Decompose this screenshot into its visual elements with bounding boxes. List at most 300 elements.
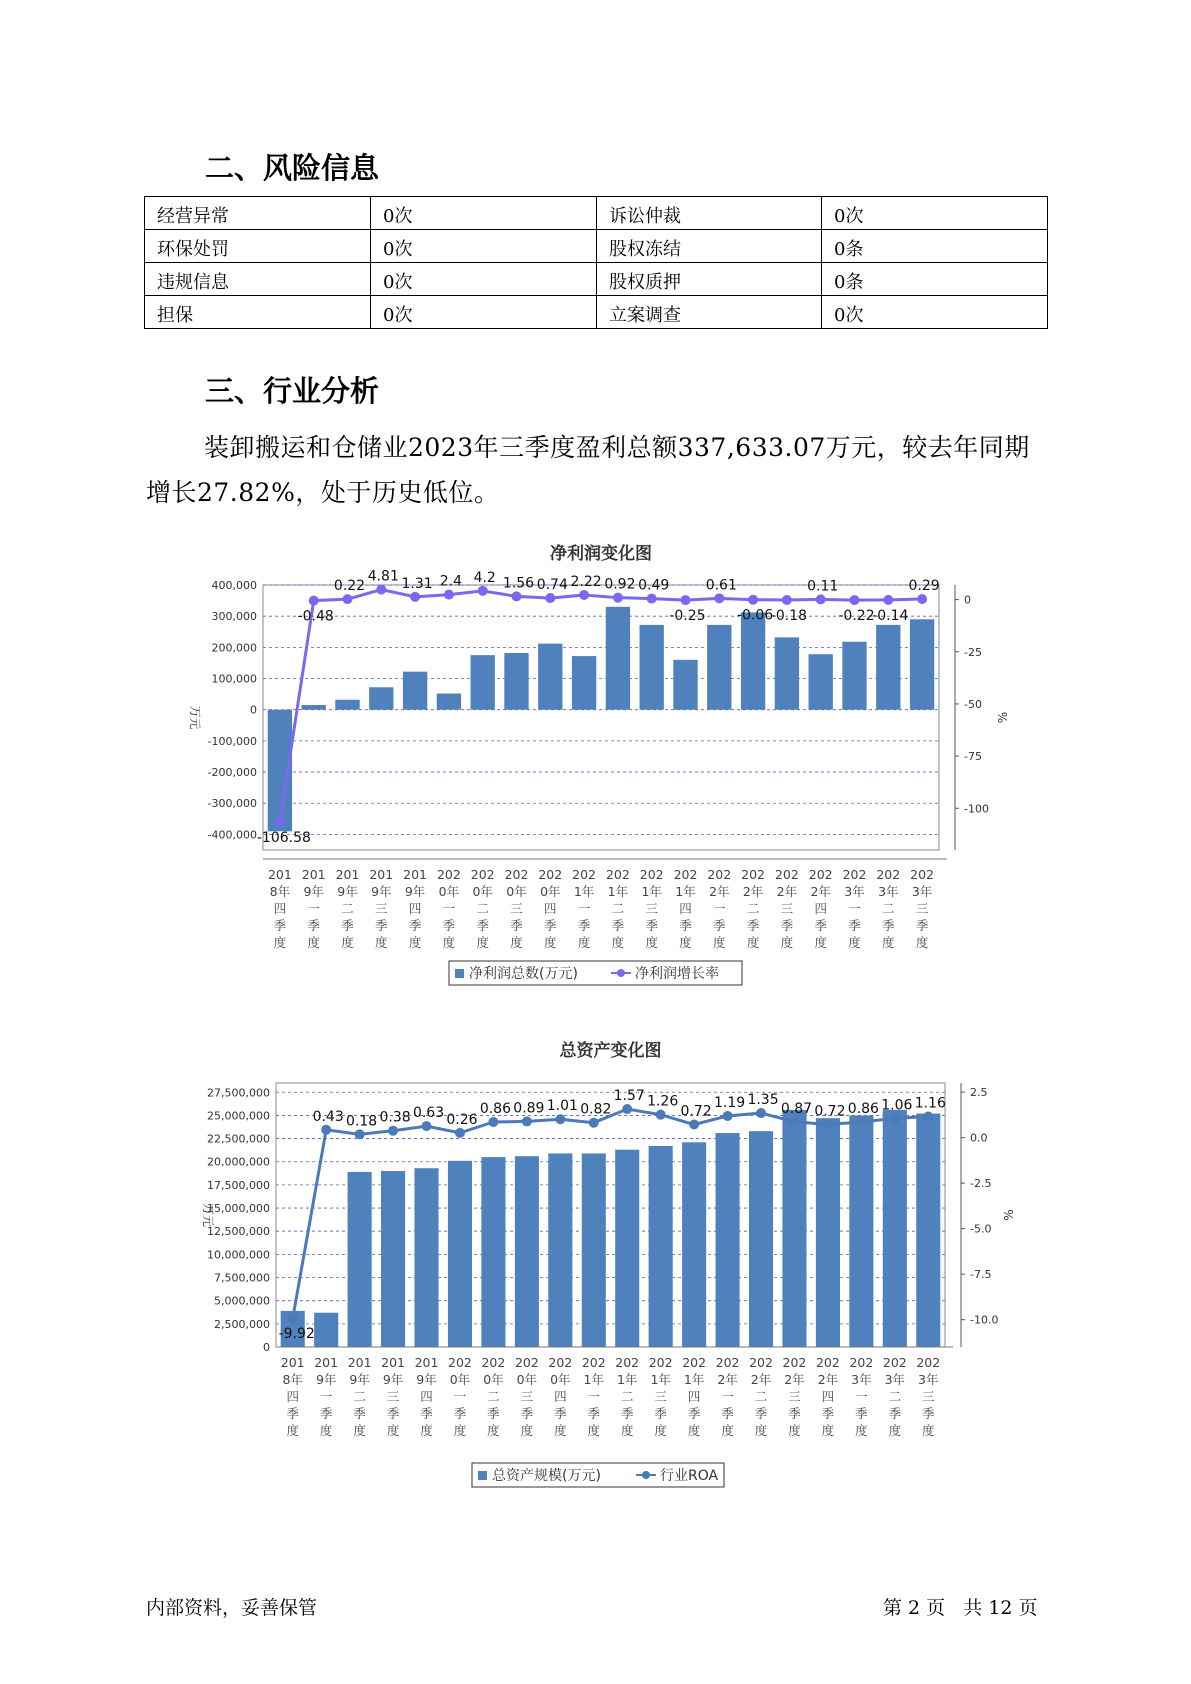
x-tick-label (515, 1355, 539, 1438)
x-tick-text: 三 (654, 1389, 667, 1404)
x-tick-text: 1年 (583, 1372, 605, 1387)
bar (471, 655, 495, 710)
x-tick-text: 度 (341, 935, 354, 950)
x-tick-text: 202 (910, 867, 935, 882)
x-tick-text: 202 (504, 867, 529, 882)
x-tick-text: 201 (347, 1355, 372, 1370)
data-label: 0.11 (807, 578, 839, 595)
x-tick-text: 度 (476, 935, 489, 950)
bar (606, 607, 630, 710)
x-tick-text: 9年 (371, 884, 392, 899)
data-label: -0.06 (736, 607, 774, 624)
x-tick-text: 0年 (449, 1372, 471, 1387)
x-tick-text: 3年 (884, 1372, 906, 1387)
x-tick-text: 季 (721, 1406, 734, 1421)
bar (849, 1115, 873, 1347)
x-tick-label (348, 1355, 372, 1438)
x-tick-text: 季 (520, 1406, 534, 1421)
x-tick-text: 一 (855, 1389, 868, 1404)
x-tick-text: 度 (453, 1423, 467, 1438)
total-assets-chart (0, 1038, 1191, 1518)
bar (876, 625, 900, 710)
x-tick-text: 季 (442, 918, 456, 933)
data-label: 0.72 (814, 1103, 846, 1120)
x-tick-text: 季 (408, 918, 422, 933)
risk-value-cell: 0次 (822, 296, 1048, 329)
x-tick-text: 度 (577, 935, 591, 950)
data-label: 0.22 (333, 578, 366, 595)
bar (481, 1157, 505, 1347)
x-tick-text: 二 (882, 901, 895, 916)
table-row (145, 263, 1048, 296)
risk-label-cell: 担保 (145, 296, 371, 329)
x-tick-text: 9年 (416, 1372, 437, 1387)
y-tick-label: 25,000,000 (207, 1109, 270, 1123)
bar (615, 1150, 639, 1347)
x-tick-text: 202 (673, 867, 698, 882)
data-label: 0.26 (446, 1111, 478, 1128)
bar (548, 1153, 572, 1347)
data-label: 0.43 (312, 1108, 344, 1125)
legend-label: 净利润总数(万元) (469, 966, 578, 982)
x-tick-text: 202 (849, 1355, 874, 1370)
y2-axis-label: % (996, 711, 1010, 724)
x-tick-text: 二 (487, 1389, 500, 1404)
legend-swatch-bar (455, 969, 464, 978)
x-tick-text: 度 (554, 1423, 567, 1438)
x-tick-text: 季 (814, 918, 827, 933)
x-tick-text: 三 (788, 1389, 801, 1404)
x-tick-label (716, 1355, 740, 1438)
x-tick-text: 季 (620, 1406, 634, 1421)
x-tick-text: 度 (780, 935, 794, 950)
y2-tick-label: -25 (964, 645, 982, 659)
line-point (714, 593, 724, 603)
x-tick-text: 一 (721, 1389, 734, 1404)
x-tick-text: 202 (882, 1355, 907, 1370)
x-tick-text: 202 (741, 867, 766, 882)
x-tick-text: 度 (510, 935, 523, 950)
x-tick-label (682, 1355, 706, 1438)
x-tick-text: 一 (848, 901, 861, 916)
y-tick-label: 100,000 (211, 672, 257, 686)
x-tick-text: 四 (687, 1389, 701, 1404)
x-tick-text: 季 (420, 1406, 433, 1421)
x-tick-text: 1年 (641, 884, 662, 899)
y-tick-label: 2,500,000 (214, 1317, 270, 1331)
x-tick-label (381, 1355, 405, 1438)
x-tick-text: 201 (314, 1355, 339, 1370)
x-tick-text: 0年 (516, 1372, 538, 1387)
x-tick-text: 一 (453, 1389, 467, 1404)
line-point (689, 1120, 699, 1130)
x-tick-text: 季 (821, 1406, 835, 1421)
x-tick-text: 四 (554, 1389, 567, 1404)
x-tick-text: 3年 (911, 884, 933, 899)
x-tick-text: 2年 (742, 884, 764, 899)
x-tick-text: 季 (487, 1406, 500, 1421)
x-tick-text: 0年 (506, 884, 527, 899)
x-tick-text: 度 (273, 935, 287, 950)
x-tick-text: 四 (544, 901, 557, 916)
x-tick-text: 度 (855, 1423, 868, 1438)
legend-swatch-bar (478, 1471, 487, 1480)
x-tick-text: 度 (544, 935, 557, 950)
x-tick-text: 度 (420, 1423, 433, 1438)
x-tick-label (809, 867, 833, 950)
plot-area (263, 585, 939, 850)
x-tick-label (268, 867, 292, 950)
x-tick-text: 季 (687, 1406, 701, 1421)
x-tick-text: 三 (510, 901, 523, 916)
risk-label-cell: 违规信息 (145, 263, 371, 296)
line-point (622, 1104, 632, 1114)
line-point (376, 585, 386, 595)
x-tick-text: 季 (386, 1406, 400, 1421)
x-tick-text: 2年 (784, 1372, 805, 1387)
bar (682, 1142, 706, 1347)
x-tick-label (640, 867, 664, 950)
x-tick-label (314, 1355, 338, 1438)
legend-swatch-dot (617, 969, 625, 977)
y-tick-label: 10,000,000 (207, 1248, 270, 1262)
x-tick-text: 202 (876, 867, 901, 882)
x-tick-text: 四 (821, 1389, 835, 1404)
line-point (444, 590, 454, 600)
x-tick-text: 度 (408, 935, 422, 950)
bar (842, 642, 866, 710)
line-point (647, 594, 657, 604)
line-point (589, 1118, 599, 1128)
x-tick-text: 9年 (315, 1372, 337, 1387)
x-tick-label (481, 1355, 505, 1438)
x-tick-text: 202 (436, 867, 461, 882)
line-point (478, 586, 488, 596)
data-label: 1.31 (401, 575, 433, 592)
y2-tick-label: 0 (964, 593, 971, 607)
x-tick-text: 202 (514, 1355, 539, 1370)
y-tick-label: 200,000 (211, 641, 257, 655)
data-label: 0.38 (379, 1109, 411, 1126)
x-tick-label (281, 1355, 305, 1438)
x-tick-text: 3年 (918, 1372, 939, 1387)
x-tick-text: 三 (780, 901, 794, 916)
line-point (883, 595, 893, 605)
x-tick-text: 度 (520, 1423, 534, 1438)
x-tick-text: 201 (280, 1355, 305, 1370)
x-tick-text: 季 (788, 1406, 801, 1421)
chart-title: 总资产变化图 (559, 1041, 662, 1061)
data-label: 0.82 (580, 1101, 612, 1118)
line-point (455, 1128, 465, 1138)
data-label: -0.14 (872, 607, 909, 624)
x-tick-text: 度 (713, 935, 726, 950)
x-tick-text: 度 (721, 1423, 734, 1438)
bar (707, 625, 731, 710)
x-tick-text: 季 (341, 918, 354, 933)
x-tick-text: 度 (487, 1423, 500, 1438)
data-label: 0.74 (536, 577, 568, 594)
line-point (789, 1117, 799, 1127)
x-tick-text: 季 (679, 918, 692, 933)
data-label: 0.61 (705, 577, 737, 594)
x-tick-text: 二 (611, 901, 625, 916)
x-tick-text: 度 (286, 1423, 299, 1438)
x-tick-text: 季 (587, 1406, 601, 1421)
bar (582, 1153, 606, 1347)
x-tick-text: 2年 (750, 1372, 772, 1387)
x-tick-label (674, 867, 698, 950)
risk-label-cell: 环保处罚 (145, 230, 371, 263)
line-point (522, 1116, 532, 1126)
bar (414, 1168, 438, 1347)
x-tick-text: 8年 (269, 884, 291, 899)
x-tick-text: 二 (476, 901, 489, 916)
legend-label: 净利润增长率 (635, 966, 719, 982)
x-tick-label (876, 867, 900, 950)
x-tick-text: 季 (882, 918, 895, 933)
x-tick-label (437, 867, 461, 950)
bar (437, 693, 461, 709)
data-label: -0.22 (838, 608, 875, 625)
data-label: -106.58 (256, 829, 311, 846)
line-point (343, 594, 353, 604)
x-tick-text: 度 (645, 935, 658, 950)
x-tick-text: 9年 (349, 1372, 370, 1387)
x-tick-text: 202 (538, 867, 563, 882)
risk-table (144, 196, 1048, 329)
x-tick-label (849, 1355, 873, 1438)
data-label: 1.57 (613, 1088, 645, 1105)
y-tick-label: -200,000 (207, 766, 257, 780)
x-tick-text: 四 (408, 901, 422, 916)
x-tick-text: 季 (915, 918, 929, 933)
x-tick-text: 度 (307, 935, 320, 950)
legend (449, 961, 742, 985)
x-tick-label (369, 867, 393, 950)
risk-label-cell: 股权质押 (597, 263, 822, 296)
risk-value-cell: 0次 (371, 263, 597, 296)
x-tick-text: 1年 (675, 884, 696, 899)
x-tick-text: 四 (286, 1389, 299, 1404)
x-tick-text: 度 (353, 1423, 366, 1438)
table-row (145, 230, 1048, 263)
bar (775, 637, 799, 709)
x-tick-label (916, 1355, 940, 1438)
x-tick-text: 一 (307, 901, 320, 916)
x-tick-text: 202 (916, 1355, 941, 1370)
x-tick-text: 2年 (810, 884, 831, 899)
x-tick-label (615, 1355, 639, 1438)
x-tick-text: 度 (915, 935, 929, 950)
line-point (309, 596, 319, 606)
y-tick-label: 27,500,000 (207, 1086, 270, 1100)
data-label: 2.22 (570, 573, 602, 590)
y2-tick-label: -7.5 (970, 1268, 992, 1282)
x-tick-text: 一 (319, 1389, 333, 1404)
x-tick-text: 0年 (483, 1372, 504, 1387)
x-tick-text: 202 (808, 867, 833, 882)
x-tick-text: 202 (648, 1355, 673, 1370)
x-tick-text: 202 (581, 1355, 606, 1370)
x-tick-text: 201 (414, 1355, 439, 1370)
x-tick-text: 季 (453, 1406, 467, 1421)
line-point (816, 594, 826, 604)
data-label: 0.63 (412, 1105, 445, 1122)
x-tick-text: 四 (273, 901, 287, 916)
x-tick-text: 度 (821, 1423, 835, 1438)
line-point (422, 1121, 432, 1131)
x-tick-text: 季 (375, 918, 388, 933)
x-tick-text: 202 (782, 1355, 807, 1370)
x-tick-text: 四 (679, 901, 692, 916)
line-point (579, 590, 589, 600)
risk-label-cell: 经营异常 (145, 197, 371, 230)
x-tick-text: 季 (888, 1406, 902, 1421)
industry-paragraph: 装卸搬运和仓储业2023年三季度盈利总额337,633.07万元，较去年同期增长27.82%，处于历史低位。 (146, 433, 1030, 507)
y-tick-label: 400,000 (211, 579, 257, 592)
line-point (512, 591, 522, 601)
x-tick-text: 202 (682, 1355, 707, 1370)
data-label: 0.72 (680, 1103, 712, 1120)
risk-value-cell: 0条 (822, 263, 1048, 296)
y-tick-label: 20,000,000 (207, 1155, 270, 1169)
bar (403, 672, 427, 710)
x-tick-text: 季 (554, 1406, 567, 1421)
y2-tick-label: -10.0 (970, 1313, 999, 1327)
bar (782, 1110, 806, 1347)
x-tick-label (606, 867, 630, 950)
line-point (321, 1125, 331, 1135)
x-tick-text: 202 (572, 867, 597, 882)
section-title-industry: 三、行业分析 (205, 374, 380, 408)
bar (883, 1110, 907, 1347)
x-tick-text: 202 (815, 1355, 840, 1370)
data-label: 1.16 (914, 1095, 946, 1112)
x-tick-text: 202 (605, 867, 630, 882)
x-tick-text: 8年 (282, 1372, 303, 1387)
data-label: 1.35 (747, 1092, 779, 1109)
x-tick-text: 9年 (382, 1372, 404, 1387)
bar (910, 619, 934, 709)
x-tick-text: 度 (888, 1423, 902, 1438)
x-tick-text: 三 (922, 1389, 935, 1404)
x-tick-text: 202 (707, 867, 732, 882)
y-tick-label: -400,000 (207, 828, 257, 842)
line-point (923, 1112, 933, 1122)
x-tick-label (649, 1355, 673, 1438)
x-tick-label (505, 867, 529, 950)
risk-value-cell: 0次 (822, 197, 1048, 230)
x-tick-text: 1年 (683, 1372, 705, 1387)
y2-tick-label: 0.0 (970, 1131, 988, 1145)
y-tick-label: -100,000 (207, 734, 257, 748)
x-tick-text: 一 (577, 901, 591, 916)
x-tick-label (302, 867, 326, 950)
x-tick-text: 二 (746, 901, 760, 916)
net-profit-chart (0, 540, 1191, 1010)
x-tick-label (572, 867, 596, 950)
x-tick-label (816, 1355, 840, 1438)
x-tick-text: 季 (746, 918, 760, 933)
line-point (917, 594, 927, 604)
x-tick-text: 202 (548, 1355, 573, 1370)
bar (369, 687, 393, 709)
x-tick-text: 3年 (878, 884, 899, 899)
risk-value-cell: 0次 (371, 230, 597, 263)
line-point (355, 1129, 365, 1139)
line-point (748, 595, 758, 605)
x-tick-text: 季 (645, 918, 658, 933)
y-tick-label: 300,000 (211, 610, 257, 624)
x-tick-text: 季 (577, 918, 591, 933)
x-tick-text: 二 (620, 1389, 634, 1404)
risk-label-cell: 诉讼仲裁 (597, 197, 822, 230)
data-label: 0.49 (638, 577, 670, 594)
data-label: 1.01 (546, 1098, 578, 1115)
x-tick-text: 0年 (550, 1372, 571, 1387)
data-label: 0.18 (346, 1113, 378, 1130)
x-tick-label (415, 1355, 439, 1438)
chart-title: 净利润变化图 (550, 544, 652, 564)
x-tick-text: 201 (301, 867, 326, 882)
x-tick-text: 季 (286, 1406, 299, 1421)
y-tick-label: 7,500,000 (214, 1271, 270, 1285)
x-tick-text: 度 (654, 1423, 667, 1438)
x-tick-text: 度 (386, 1423, 400, 1438)
x-tick-label (775, 867, 799, 950)
x-tick-text: 0年 (540, 884, 561, 899)
x-tick-label (471, 867, 495, 950)
bar (572, 656, 596, 710)
x-tick-text: 202 (774, 867, 799, 882)
x-tick-text: 度 (587, 1423, 601, 1438)
y-tick-label: 22,500,000 (207, 1132, 270, 1146)
line-point (723, 1111, 733, 1121)
data-label: 1.19 (713, 1094, 746, 1111)
bar (816, 1118, 840, 1347)
y-tick-label: 5,000,000 (214, 1294, 270, 1308)
y-axis-label: 万元 (188, 705, 202, 730)
data-label: 4.2 (473, 569, 496, 586)
data-label: 0.29 (908, 578, 940, 595)
line-point (410, 592, 420, 602)
x-tick-text: 三 (386, 1389, 400, 1404)
y2-tick-label: -75 (964, 750, 982, 764)
x-tick-text: 3年 (851, 1372, 872, 1387)
line-point (856, 1117, 866, 1127)
data-label: 2.4 (439, 573, 463, 590)
data-label: 0.86 (847, 1100, 879, 1117)
x-tick-text: 四 (420, 1389, 433, 1404)
bar (716, 1133, 740, 1347)
line-point (613, 593, 623, 603)
y-tick-label: 0 (263, 1341, 270, 1354)
x-tick-text: 0年 (438, 884, 460, 899)
x-tick-label (741, 867, 765, 950)
legend (472, 1463, 724, 1487)
x-tick-text: 1年 (573, 884, 595, 899)
x-tick-text: 季 (780, 918, 794, 933)
x-tick-text: 202 (715, 1355, 740, 1370)
x-tick-text: 度 (754, 1423, 768, 1438)
x-tick-label (538, 867, 562, 950)
x-tick-text: 201 (335, 867, 360, 882)
footer-confidential: 内部资料，妥善保管 (146, 1597, 318, 1619)
table-row (145, 296, 1048, 329)
risk-label-cell: 股权冻结 (597, 230, 822, 263)
x-tick-text: 度 (687, 1423, 701, 1438)
